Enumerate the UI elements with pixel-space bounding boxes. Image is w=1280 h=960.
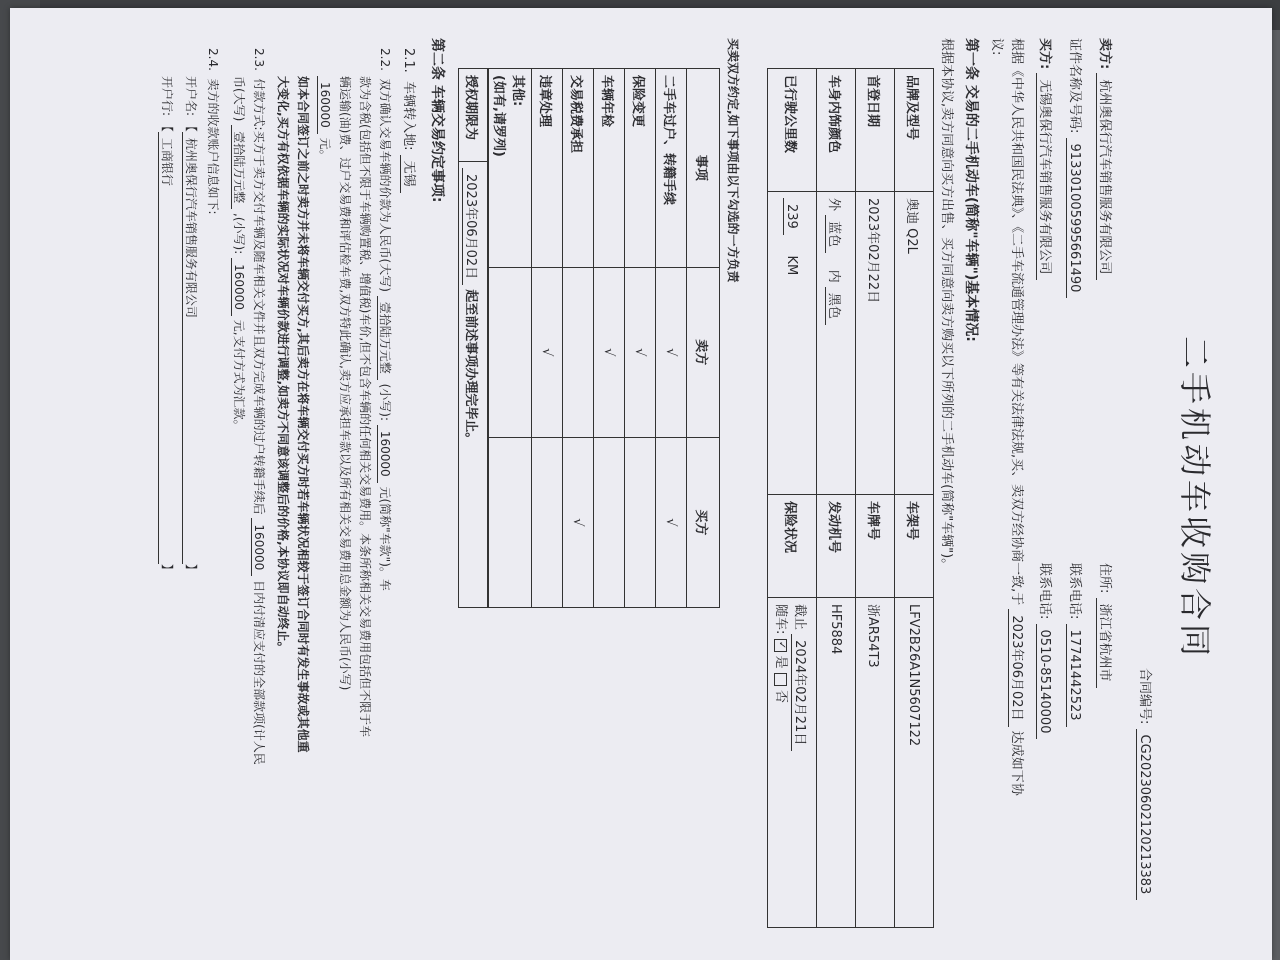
table-row: 车身内饰颜色 外 蓝色 内 黑色 发动机号 HF5884 <box>817 69 856 928</box>
article-1-text: 根据本协议,卖方同意向买方出售、买方同意向卖方购买以下所列的二手机动车(简称"车辆")。 <box>939 38 954 572</box>
basis-paragraph-end: 议: <box>989 38 1004 56</box>
checkbox-empty-icon <box>774 673 787 686</box>
seller-row: 卖方: 杭州奥保行汽车销售服务有限公司 <box>1097 38 1116 280</box>
clause-2-2-line3: 辆运输(油)费、过户交易费和评估检车费,双方特此确认,卖方应承担车款以及所有相关交易费用总金额为人民币(小写) <box>338 76 352 691</box>
seller-address-row: 住所: 浙江省杭州市 <box>1097 563 1116 688</box>
clause-2-4: 2.4. 卖方的收款账户信息如下: <box>206 48 220 215</box>
article-1-title: 第一条 交易的二手机动车(简称"车辆")基本情况: <box>963 38 979 342</box>
bold-clause-line1: 如本合同签订之前之时卖方并未将车辆交付买方,其后卖方在将车辆交付买方时若车辆状况相较于签订合同时有发生事故或其他重 <box>296 76 310 753</box>
table-row: 交易税费承担 √ <box>563 69 594 608</box>
buyer-row: 买方: 无锡奥保行汽车销售服务有限公司 <box>1037 38 1056 280</box>
clause-2-2-line2: 款为含税(包括但不限于车辆购置税、增值税)车价,但不包含车辆的任何相关交易费用。本条所称相关交易费用包括但不限于车 <box>358 76 372 738</box>
buyer-name: 无锡奥保行汽车销售服务有限公司 <box>1036 73 1052 280</box>
table-row: 品牌及型号 奥迪 Q2L 车架号 LFV2B26A1N5607122 <box>895 69 934 928</box>
buyer-phone-row: 联系电话: 0510-85140000 <box>1037 563 1056 739</box>
vehicle-table <box>767 68 934 928</box>
bold-clause-line2: 大变化,买方有权依据车辆的实际状况对车辆价款进行调整,如卖方不同意该调整后的价格,本协议即自动终止。 <box>276 76 290 654</box>
table-row: 首登日期 2023年02月22日 车牌号 浙AR54T3 <box>856 69 895 928</box>
table-row: 已行驶公里数 239 KM 保险状况 截止 2024年02月21日 随车: ✓ 是 否 <box>768 69 817 928</box>
clause-2-2-line4: 160000 元。 <box>317 76 334 162</box>
table-row: 二手车过户、转籍手续 √ √ <box>656 69 687 608</box>
rotated-document <box>20 28 1220 948</box>
authorization-row: 授权期限为 2023年06月02日 起至前述事项办理完毕止。 <box>458 68 488 608</box>
clause-2-3: 2.3. 付款方式:买方于卖方交付车辆及随车相关文件并且双方完成车辆的过户转籍手续后 160000 日内付清应支付的全部款项(计人民 <box>252 48 266 765</box>
clause-2-2: 2.2. 双方确认交易车辆的价款为人民币(大写) 壹拾陆万元整 (小写): 160000 元(简称"车款")。车 <box>378 48 392 591</box>
table-row: 保险变更 √ <box>625 69 656 608</box>
bank-row: 开户行: 【工商银行】 <box>160 76 174 576</box>
seller-id-row: 证件名称及号码: 913301005995661490 <box>1067 38 1086 298</box>
article-2-title: 第二条 车辆交易约定事项: <box>429 38 445 203</box>
checkbox-checked-icon: ✓ <box>774 639 787 652</box>
table-row: 事项 卖方 买方 <box>687 69 720 608</box>
agreement-text: 买卖双方约定,如下事项由以下勾选的一方负责 <box>726 38 740 283</box>
table-row: 其他: (如有,请罗列) <box>489 69 532 608</box>
seller-phone-row: 联系电话: 17741442523 <box>1067 563 1086 727</box>
contract-number: 合同编号: CG20230602120213383 <box>1137 668 1156 900</box>
document-title: 二手机动车收购合同 <box>1176 335 1214 660</box>
table-row: 车辆年检 √ <box>594 69 625 608</box>
contract-paper <box>10 8 1272 960</box>
seller-name: 杭州奥保行汽车销售服务有限公司 <box>1096 73 1112 280</box>
responsibility-table <box>488 68 720 608</box>
account-name-row: 开户名: 【杭州奥保行汽车销售服务有限公司】 <box>184 76 198 576</box>
basis-paragraph: 根据《中华人民共和国民法典》、《二手车流通管理办法》等有关法律法规,买、卖双方经协商一致,于 2023年06月02日 达成如下协 <box>1009 38 1024 796</box>
clause-2-3-line2: 币(大写) 壹拾陆万元整 ,(小写): 160000 元,支付方式为汇款。 <box>232 76 246 432</box>
table-row: 违章处理 √ <box>532 69 563 608</box>
clause-2-1: 2.1. 车辆转入地: 无锡 <box>401 48 420 193</box>
